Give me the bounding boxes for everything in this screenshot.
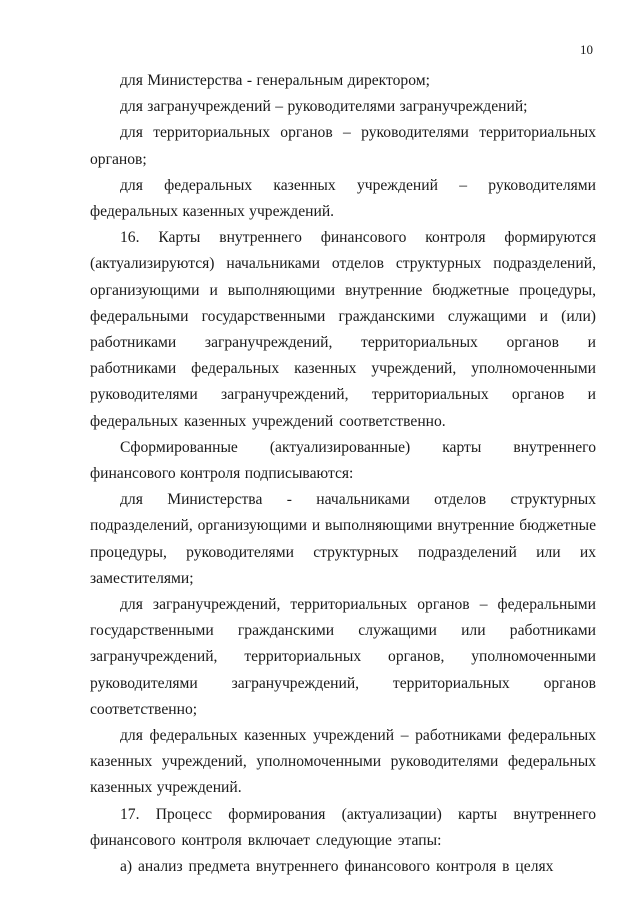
page-number: 10 <box>580 42 593 57</box>
paragraph-territorial-bodies: для территориальных органов – руководителями территориальных органов; <box>90 124 596 168</box>
paragraph-federal-institutions: для федеральных казенных учреждений – руководителями федеральных казенных учреждений. <box>90 176 596 221</box>
paragraph-clause-16: 16. Карты внутреннего финансового контроля формируются (актуализируются) начальниками отделов структурных подразделений, организующими и выполняющими внутренние бюджетные процедуры, федеральными государственными гражданскими служащими и (или) работниками загранучреждений, территориальных органов и работниками федеральных казенных учреждений, уполномоченными руководителями загранучреждений, территориальных органов и федеральных казенных учреждений соответственно. <box>90 229 596 430</box>
document-body <box>90 68 596 880</box>
paragraph-clause-17: 17. Процесс формирования (актуализации) карты внутреннего финансового контроля включает следующие этапы: <box>90 805 596 849</box>
paragraph-signed-federal-institutions: для федеральных казенных учреждений – работниками федеральных казенных учреждений, уполномоченными руководителями федеральных казенных учреждений. <box>90 727 596 797</box>
paragraph-clause-17-a: а) анализ предмета внутреннего финансового контроля в целях <box>120 858 554 876</box>
paragraph-signed-foreign-territorial: для загранучреждений, территориальных органов – федеральными государственными гражданскими служащими или работниками загранучреждений, территориальных органов, уполномоченными руководителями загранучреждений, территориальных органов соответственно; <box>90 596 596 718</box>
paragraph-foreign-offices: для загранучреждений – руководителями загранучреждений; <box>120 98 528 116</box>
paragraph-ministry: для Министерства - генеральным директором; <box>120 72 430 89</box>
paragraph-signed-by: Сформированные (актуализированные) карты внутреннего финансового контроля подписываются: <box>90 438 596 483</box>
paragraph-signed-ministry: для Министерства - начальниками отделов структурных подразделений, организующими и выполняющими внутренние бюджетные процедуры, руководителями структурных подразделений или их заместителями; <box>90 491 596 587</box>
